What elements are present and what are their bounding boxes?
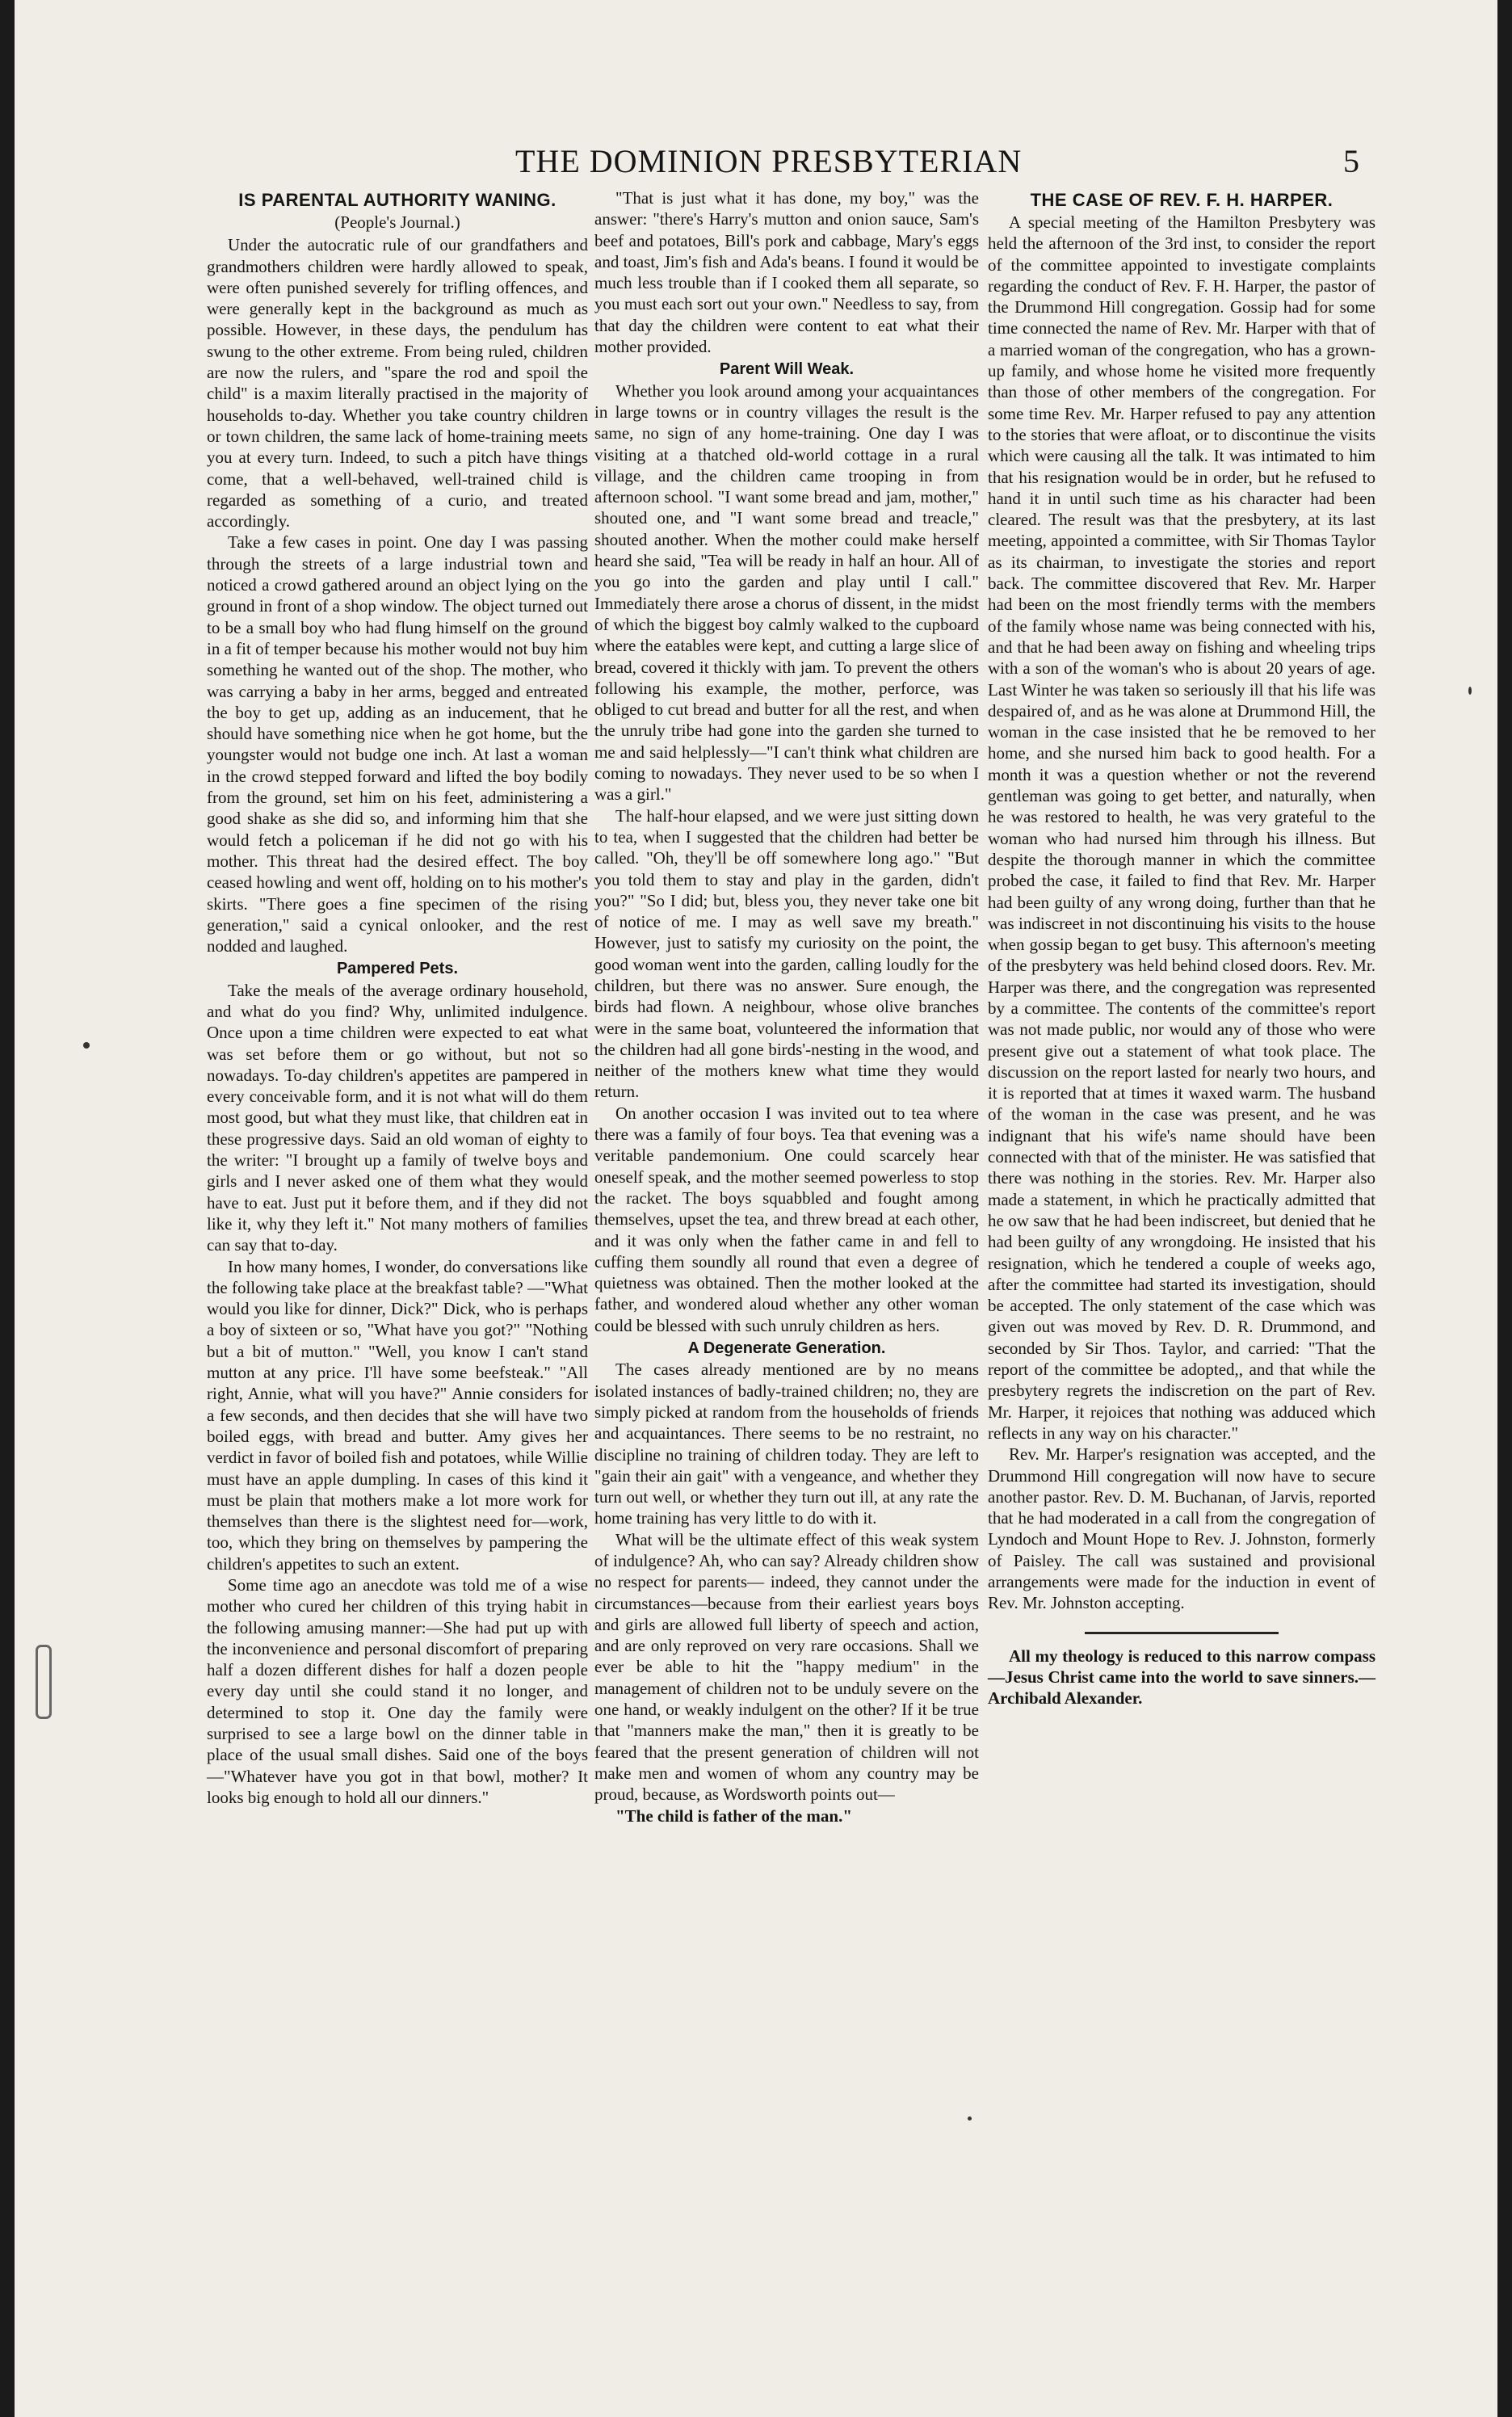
paragraph: The half-hour elapsed, and we were just sitting down to tea, when I suggested that the children had better be called. "Oh, they'll be off somewhere long ago." "But you told them to stay and play in the garden, didn't you?" "So I did; but, bless you, they never take one bit of notice of me. I may as well save my breath." However, just to satisfy my curiosity on the point, the good woman went into the garden, calling loudly for the children, but there was no answer. Sure enough, the birds had flown. A neighbour, whose olive branches were in the same boat, volunteered the information that the children had all gone birds'-nesting in the wood, and neither of the mothers knew what time they would return. <box>594 805 979 1102</box>
paragraph: Rev. Mr. Harper's resignation was accepted, and the Drummond Hill congregation will now have to secure another pastor. Rev. D. M. Buchanan, of Jarvis, reported that he had moderated in a call from the congregation of Lyndoch and Mount Hope to Rev. J. Johnston, formerly of Paisley. The call was sustained and provisional arrangements were made for the induction in event of Rev. Mr. Johnston accepting. <box>988 1444 1376 1613</box>
column-1 <box>207 187 588 1808</box>
paragraph: Some time ago an anecdote was told me of a wise mother who cured her children of this trying habit in the following amusing manner:—She had put up with the inconvenience and personal discomfort of preparing half a dozen different dishes for half a dozen people every day until she could stand it no longer, and determined to stop it. One day the family were surprised to see a large bowl on the dinner table in place of the usual small dishes. Said one of the boys—"Whatever have you got in that bowl, mother? It looks big enough to hold all our dinners." <box>207 1575 588 1807</box>
paragraph: A special meeting of the Hamilton Presbytery was held the afternoon of the 3rd inst, to consider the report of the committee appointed to investigate complaints regarding the conduct of Rev. F. H. Harper, the pastor of the Drummond Hill congregation. Gossip had for some time connected the name of Rev. Mr. Harper with that of a married woman of the congregation, who has a grown-up family, and whose home he visited more frequently than those of other members of the congregation. For some time Rev. Mr. Harper refused to pay any attention to the stories that were afloat, or to discontinue the visits which were causing all the talk. It was intimated to him that his resignation would be in order, but he refused to hand it in until such time as his character had been cleared. The result was that the presbytery, at its last meeting, appointed a committee, with Sir Thomas Taylor as its chairman, to investigate the stories and report back. The committee discovered that Rev. Mr. Harper had been on the most friendly terms with the members of the family whose name was being connected with his, and that he had been away on fishing and wheeling trips with a son of the woman's who is about 20 years of age. Last Winter he was taken so seriously ill that his life was despaired of, and as he was alone at Drummond Hill, the woman in the case insisted that he be removed to her home, and she nursed him back to good health. For a month it was a question whether or not the reverend gentleman was going to get better, and naturally, when he was restored to health, he was very grateful to the woman who had nursed him through his illness. But despite the thorough manner in which the committee probed the case, it failed to find that Rev. Mr. Harper had been guilty of any wrong doing, further than that he was indiscreet in not discontinuing his visits to the house when gossip began to get busy. This afternoon's meeting of the presbytery was held behind closed doors. Rev. Mr. Harper was there, and the congregation was represented by a committee. The contents of the committee's report was not made public, nor would any of those who were present give out a statement of what took place. The discussion on the report lasted for nearly two hours, and it is reported that at times it waxed warm. The husband of the woman in the case was present, and he was indignant that his wife's name should have been connected with that of the minister. He was satisfied that there was nothing in the stories. Rev. Mr. Harper also made a statement, in which he practically admitted that he ow saw that he had been indiscreet, but denied that he had been guilty of any wrongdoing. He insisted that his resignation, which he tendered a couple of weeks ago, after the committee had started its investigation, should be accepted. The only statement of the case which was given out was moved by Rev. D. R. Drummond, and seconded by Sir Thos. Taylor, and carried: "That the report of the committee be adopted,, and that while the presbytery regrets the indiscretion on the part of Rev. Mr. Harper, it rejoices that nothing was adduced which reflects in any way on his character." <box>988 212 1376 1443</box>
paragraph: The cases already mentioned are by no means isolated instances of badly-trained children; no, they are simply picked at random from the households of friends and acquaintances. There seems to be no restraint, no discipline no training of children today. They are left to "gain their ain gait" with a vengeance, and whether they turn out well, or whether they turn out ill, at any rate the home training has very little to do with it. <box>594 1360 979 1528</box>
section-divider <box>1085 1632 1279 1634</box>
subheading-pampered-pets: Pampered Pets. <box>336 960 459 978</box>
column-3 <box>988 187 1376 1709</box>
paragraph: What will be the ultimate effect of this weak system of indulgence? Ah, who can say? Already children show no respect for parents— indeed, they cannot under the circumstances—because from their earliest years boys and girls are allowed full liberty of speech and action, and are only reproved on very rare occasions. Shall we ever be able to hit the "happy medium" in the management of children not to be unduly severe on the one hand, or weakly indulgent on the other? If it be true that "manners make the man," then it is greatly to be feared that the present generation of children will not make men and women of whom any country may be proud, because, as Wordsworth points out— <box>594 1529 979 1805</box>
paragraph: Under the autocratic rule of our grandfathers and grandmothers children were hardly allowed to speak, were often punished severely for trifling offences, and were generally kept in the background as much as possible. However, in these days, the pendulum has swung to the other extreme. From being ruled, children are now the rulers, and "spare the rod and spoil the child" is a maxim literally practised in the majority of households to-day. Whether you take country children or town children, the same lack of home-training meets you at every turn. Indeed, to such a pitch have things come, that a well-behaved, well-trained child is regarded as something of a curio, and treated accordingly. <box>207 235 588 532</box>
paragraph: Take a few cases in point. One day I was passing through the streets of a large industrial town and noticed a crowd gathered around an object lying on the ground in front of a shop window. The object turned out to be a small boy who had flung himself on the ground in a fit of temper because his mother would not buy him something he wanted out of the shop. The mother, who was carrying a baby in her arms, begged and entreated the boy to get up, adding as an inducement, that he should have something nice when he got home, but the youngster would not budge one inch. At last a woman in the crowd stepped forward and lifted the boy bodily from the ground, set him on his feet, administering a good shake as she did so, and informing him that she would fetch a policeman if he did not go with his mother. This threat had the desired effect. The boy ceased howling and went off, holding on to his mother's skirts. "There goes a fine specimen of the rising generation," said a cynical onlooker, and the rest nodded and laughed. <box>207 532 588 956</box>
article-headline-parental-authority: IS PARENTAL AUTHORITY WANING. <box>238 190 556 210</box>
paragraph: "That is just what it has done, my boy," was the answer: "there's Harry's mutton and onion sauce, Sam's beef and potatoes, Bill's pork and cabbage, Mary's eggs and toast, Jim's fish and Ada's beans. I found it would be much less trouble than if I cooked them all separate, so you must each sort out your own." Needless to say, from that day the children were content to eat what their mother provided. <box>594 188 979 357</box>
subheading-parent-will-weak: Parent Will Weak. <box>719 360 855 379</box>
print-speck <box>83 1042 90 1049</box>
page-header <box>15 142 1497 191</box>
closing-quote: "The child is father of the man." <box>615 1805 853 1826</box>
paragraph: In how many homes, I wonder, do conversations like the following take place at the breakfast table? —"What would you like for dinner, Dick?" Dick, who is perhaps a boy of sixteen or so, "What have you got?" "Nothing but a bit of mutton." "Well, you know I can't stand mutton at any price. I'll have some beefsteak." "All right, Annie, what will you have?" Annie considers for a few seconds, and then decides that she will have two boiled eggs, with bread and butter. Amy gives her verdict in favor of boiled fish and potatoes, while Willie must have an apple dumpling. In cases of this kind it must be plain that mothers make a lot more work for themselves than there is the slightest need for—work, too, which they bring on themselves by pampering the children's appetites to such an extent. <box>207 1256 588 1574</box>
newspaper-page <box>15 0 1497 2417</box>
print-speck <box>968 2116 972 2121</box>
print-speck <box>1468 687 1472 695</box>
subheading-degenerate-generation: A Degenerate Generation. <box>687 1339 886 1358</box>
paragraph: Take the meals of the average ordinary household, and what do you find? Why, unlimited indulgence. Once upon a time children were expected to eat what was set before them or go without, but not so nowadays. To-day children's appetites are pampered in every conceivable form, and it is not what will do them most good, but what they must like, that children eat in these progressive days. Said an old woman of eighty to the writer: "I brought up a family of twelve boys and girls and I never asked one of them what they would have to eat. Just put it before them, and if they did not like it, why they left it." Not many mothers of families can say that to-day. <box>207 980 588 1255</box>
column-2 <box>594 187 979 1826</box>
article-source: (People's Journal.) <box>334 212 460 232</box>
masthead-title: THE DOMINION PRESBYTERIAN <box>515 143 1023 179</box>
paragraph: On another occasion I was invited out to tea where there was a family of four boys. Tea that evening was a veritable pandemonium. One could scarcely hear oneself speak, and the mother seemed powerless to stop the racket. The boys squabbled and fought among themselves, upset the tea, and threw bread at each other, and it was only when the father came in and fell to cuffing them soundly all round that even a degree of quietness was obtained. Then the mother looked at the father, and wondered aloud whether any other woman could be blessed with such unruly children as hers. <box>594 1103 979 1335</box>
closing-quotation: All my theology is reduced to this narrow compass—Jesus Christ came into the world to save sinners.—Archibald Alexander. <box>988 1646 1376 1709</box>
paragraph: Whether you look around among your acquaintances in large towns or in country villages the result is the same, no sign of any home-training. One day I was visiting at a thatched old-world cottage in a rural village, and the children came trooping in from afternoon school. "I want some bread and jam, mother," shouted one, and "I want some bread and treacle," shouted another. When the mother could make herself heard she said, "Tea will be ready in half an hour. All of you go into the garden and play until I call." Immediately there arose a chorus of dissent, in the midst of which the biggest boy calmly walked to the cupboard where the eatables were kept, and cutting a large slice of bread, covered it thickly with jam. To prevent the others following his example, the mother, perforce, was obliged to cut bread and butter for all the rest, and when the unruly tribe had gone into the garden she turned to me and said helplessly—"I can't think what children are coming to nowadays. They never used to be so when I was a girl." <box>594 380 979 805</box>
binder-clip-mark <box>36 1645 52 1719</box>
article-headline-harper-case: THE CASE OF REV. F. H. HARPER. <box>1030 190 1334 210</box>
page-number: 5 <box>1343 143 1359 179</box>
